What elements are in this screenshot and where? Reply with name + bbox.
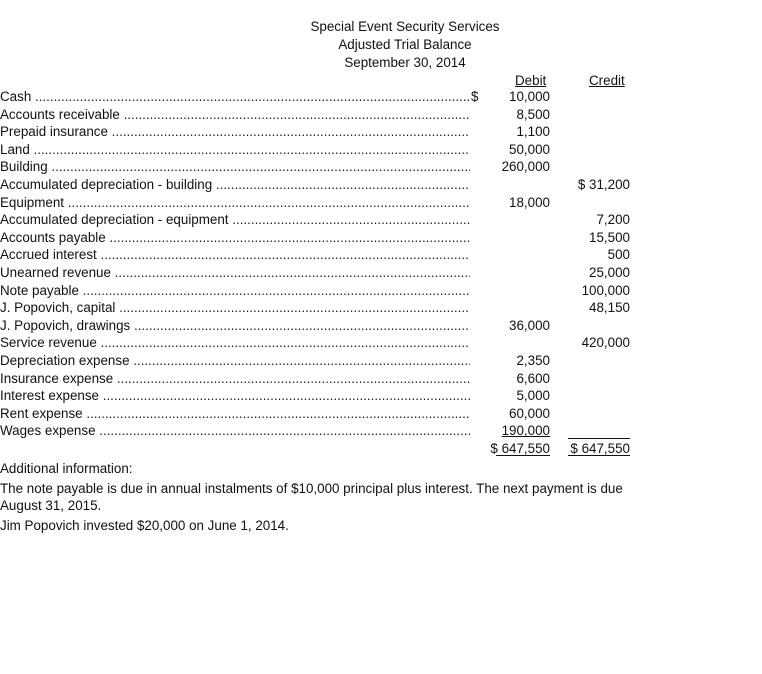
debit-amount: 2,350 [516, 352, 550, 368]
debit-total: $ 647,550 [490, 441, 550, 456]
table-row [0, 352, 762, 370]
credit-total: $ 647,550 [570, 441, 630, 456]
account-name: Insurance expense ..... [0, 370, 470, 388]
account-name: Interest expense ..... [0, 387, 470, 405]
credit-amount: 420,000 [581, 335, 630, 351]
debit-amount: 50,000 [509, 141, 550, 157]
statement-date: September 30, 2014 [344, 55, 466, 70]
table-row [0, 211, 762, 229]
table-row [0, 176, 762, 194]
account-name: Equipment ..... [0, 194, 470, 212]
statement-title: Adjusted Trial Balance [338, 37, 472, 52]
trial-balance-table [0, 88, 762, 440]
account-name: J. Popovich, capital ..... [0, 299, 470, 317]
company-name: Special Event Security Services [310, 19, 500, 34]
account-name: Accumulated depreciation - equipment ..... [0, 211, 470, 229]
debit-amount: 260,000 [501, 159, 550, 175]
table-row [0, 387, 762, 405]
debit-amount: 190,000 [501, 423, 550, 439]
additional-info-line-2: August 31, 2015. [0, 498, 102, 513]
account-name: Accrued interest ..... [0, 246, 470, 264]
account-name: Cash ..... [0, 88, 470, 106]
additional-info-line-1: The note payable is due in annual instalments of $10,000 principal plus interest. The next payment is due [0, 481, 623, 496]
dollar-sign: $ [471, 89, 479, 104]
credit-amount: $ 31,200 [577, 176, 630, 192]
table-row [0, 405, 762, 423]
account-name: Prepaid insurance ..... [0, 123, 470, 141]
credit-amount: 500 [607, 247, 630, 263]
table-row [0, 123, 762, 141]
account-name: J. Popovich, drawings ..... [0, 317, 470, 335]
credit-total-rule [568, 438, 630, 439]
table-row [0, 422, 762, 440]
account-name: Building ..... [0, 158, 470, 176]
account-name: Accounts receivable ..... [0, 106, 470, 124]
credit-amount: 7,200 [596, 212, 630, 228]
table-row [0, 370, 762, 388]
account-name: Accumulated depreciation - building ..... [0, 176, 470, 194]
table-row [0, 299, 762, 317]
account-name: Wages expense ..... [0, 422, 470, 440]
table-row [0, 317, 762, 335]
debit-amount: 18,000 [509, 194, 550, 210]
debit-amount: 36,000 [509, 317, 550, 333]
table-row [0, 194, 762, 212]
debit-amount: 5,000 [516, 388, 550, 404]
account-name: Note payable ..... [0, 282, 470, 300]
credit-amount: 15,500 [589, 229, 630, 245]
table-row [0, 282, 762, 300]
additional-info-heading: Additional information: [0, 461, 133, 476]
table-row [0, 264, 762, 282]
debit-amount: 8,500 [516, 106, 550, 122]
debit-column-header: Debit [515, 73, 547, 88]
debit-amount: 10,000 [509, 89, 550, 104]
table-row [0, 106, 762, 124]
credit-column-header: Credit [589, 73, 625, 88]
account-name: Rent expense ..... [0, 405, 470, 423]
debit-amount: 1,100 [516, 124, 550, 140]
totals-row [0, 440, 762, 458]
table-row [0, 141, 762, 159]
additional-info-line-3: Jim Popovich invested $20,000 on June 1, 2014. [0, 518, 289, 533]
account-name: Land ..... [0, 141, 470, 159]
table-row [0, 246, 762, 264]
debit-amount: 6,600 [516, 370, 550, 386]
table-row [0, 229, 762, 247]
account-name: Service revenue ..... [0, 334, 470, 352]
debit-amount: 60,000 [509, 405, 550, 421]
credit-amount: 48,150 [589, 300, 630, 316]
account-name: Unearned revenue ..... [0, 264, 470, 282]
credit-amount: 100,000 [581, 282, 630, 298]
table-row [0, 334, 762, 352]
table-row [0, 158, 762, 176]
account-name: Accounts payable ..... [0, 229, 470, 247]
credit-amount: 25,000 [589, 264, 630, 280]
account-name: Depreciation expense ..... [0, 352, 470, 370]
table-row [0, 88, 762, 106]
